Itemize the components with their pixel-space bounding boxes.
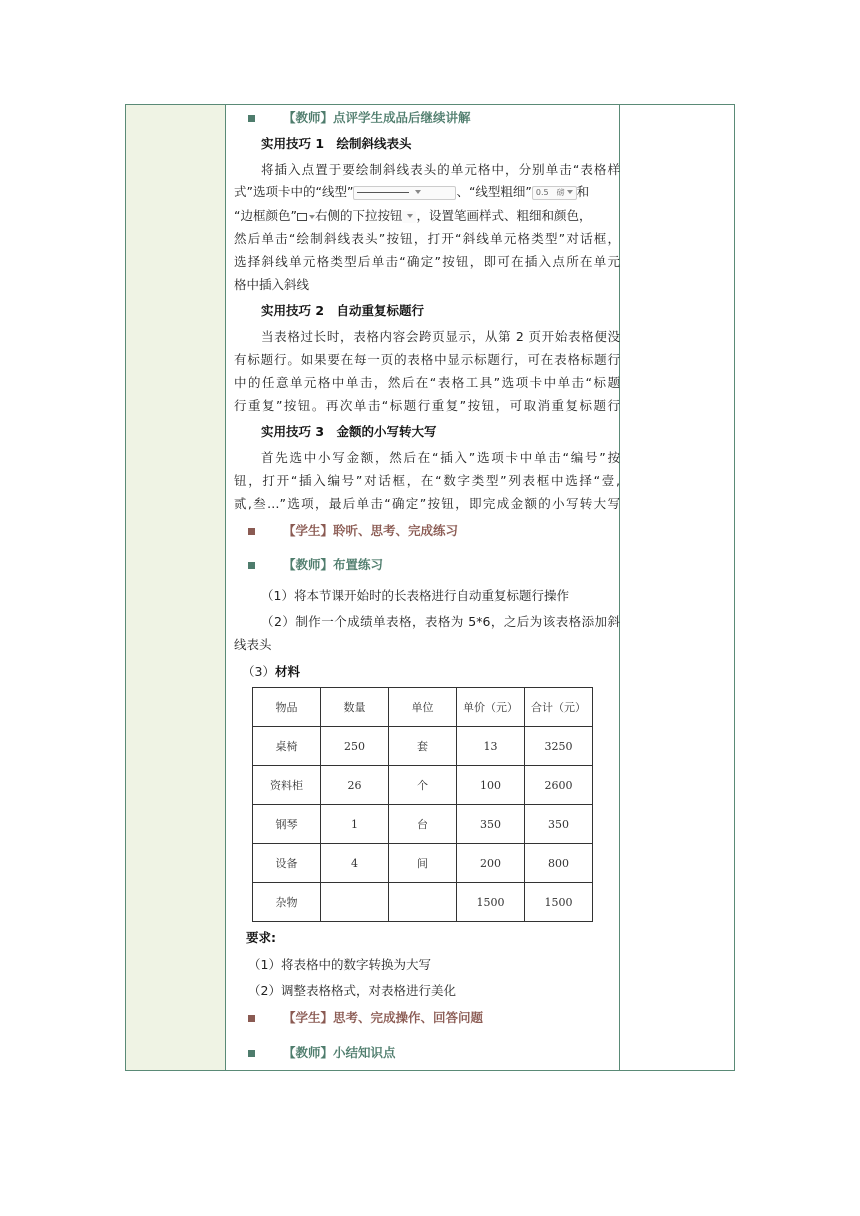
table-cell: 1	[321, 805, 389, 844]
table-header-cell: 单位	[389, 688, 457, 727]
right-column	[619, 105, 734, 1070]
table-cell: 350	[525, 805, 593, 844]
table-header-cell: 物品	[253, 688, 321, 727]
table-row	[253, 805, 593, 844]
table-row	[253, 844, 593, 883]
table-cell: 250	[321, 727, 389, 766]
table-cell: 桌椅	[253, 727, 321, 766]
table-header-cell: 合计（元）	[525, 688, 593, 727]
table-row	[253, 883, 593, 922]
tip3-line1: 首先选中小写金额，然后在“插入”选项卡中单击“编号”按	[261, 450, 620, 465]
table-row	[253, 766, 593, 805]
table-cell: 设备	[253, 844, 321, 883]
student-header-1: 【学生】聆听、思考、完成练习	[248, 522, 458, 540]
table-row	[253, 727, 593, 766]
tip1-title: 实用技巧 1 绘制斜线表头	[261, 136, 412, 151]
table-cell: 钢琴	[253, 805, 321, 844]
exercise-2-line1: （2）制作一个成绩单表格，表格为 5*6，之后为该表格添加斜	[261, 614, 620, 629]
tip1-line5: 选择斜线单元格类型后单击“确定”按钮，即可在插入点所在单元	[234, 254, 620, 269]
table-cell: 资料柜	[253, 766, 321, 805]
table-cell: 350	[457, 805, 525, 844]
dropdown-button-image	[402, 211, 416, 223]
bullet-square-icon	[248, 528, 255, 535]
tip1-line4: 然后单击“绘制斜线表头”按钮，打开“斜线单元格类型”对话框，	[234, 231, 620, 246]
table-cell	[321, 883, 389, 922]
teacher-header-2: 【教师】布置练习	[248, 556, 383, 574]
table-cell: 台	[389, 805, 457, 844]
tip3-line2: 钮，打开“插入编号”对话框，在“数字类型”列表框中选择“壹,	[234, 473, 620, 488]
dropdown-arrow-icon	[415, 190, 421, 194]
exercise-1: （1）将本节课开始时的长表格进行自动重复标题行操作	[261, 588, 569, 603]
student-header-2: 【学生】思考、完成操作、回答问题	[248, 1009, 483, 1027]
teacher-header-3: 【教师】小结知识点	[248, 1044, 396, 1062]
teacher-header-1: 【教师】点评学生成品后继续讲解	[248, 109, 471, 127]
table-cell: 26	[321, 766, 389, 805]
bullet-square-icon	[248, 115, 255, 122]
tip3-line3: 贰,叁…”选项，最后单击“确定”按钮，即完成金额的小写转大写	[234, 496, 620, 511]
tip2-line1: 当表格过长时，表格内容会跨页显示，从第 2 页开始表格便没	[261, 329, 620, 344]
table-cell: 800	[525, 844, 593, 883]
table-cell: 2600	[525, 766, 593, 805]
bullet-square-icon	[248, 1015, 255, 1022]
dropdown-arrow-icon	[407, 214, 413, 218]
table-header-cell: 数量	[321, 688, 389, 727]
table-cell: 个	[389, 766, 457, 805]
left-column	[126, 105, 226, 1070]
tip1-line1: 将插入点置于要绘制斜线表头的单元格中，分别单击“表格样	[261, 162, 620, 177]
tip1-line2: 式”选项卡中的“线型” 、“线型粗细” 0.5 磅 和	[234, 184, 590, 199]
tip3-title: 实用技巧 3 金额的小写转大写	[261, 424, 437, 439]
tip1-line6: 格中插入斜线	[234, 277, 310, 292]
table-cell: 1500	[457, 883, 525, 922]
table-cell: 套	[389, 727, 457, 766]
table-cell: 1500	[525, 883, 593, 922]
tip2-line4: 行重复”按钮。再次单击“标题行重复”按钮，可取消重复标题行	[234, 398, 620, 413]
table-cell: 间	[389, 844, 457, 883]
requirement-2: （2）调整表格格式，对表格进行美化	[248, 983, 456, 998]
requirement-1: （1）将表格中的数字转换为大写	[248, 957, 431, 972]
materials-table	[252, 687, 593, 922]
table-header-cell: 单价（元）	[457, 688, 525, 727]
table-cell	[389, 883, 457, 922]
dropdown-arrow-icon	[567, 190, 573, 194]
tip1-line3: “边框颜色” 右侧的下拉按钮 ，设置笔画样式、粗细和颜色，	[234, 208, 592, 223]
exercise-3: （3）材料	[242, 664, 300, 679]
line-style-dropdown	[353, 186, 456, 200]
line-weight-dropdown: 0.5 磅	[532, 186, 577, 200]
table-header-row	[253, 688, 593, 727]
table-cell: 4	[321, 844, 389, 883]
bullet-square-icon	[248, 1050, 255, 1057]
tip2-line2: 有标题行。如果要在每一页的表格中显示标题行，可在表格标题行	[234, 352, 620, 367]
table-cell: 13	[457, 727, 525, 766]
tip2-line3: 中的任意单元格中单击，然后在“表格工具”选项卡中单击“标题	[234, 375, 620, 390]
table-cell: 200	[457, 844, 525, 883]
bullet-square-icon	[248, 562, 255, 569]
requirements-label: 要求:	[246, 930, 276, 945]
lesson-table	[125, 104, 735, 1071]
table-cell: 3250	[525, 727, 593, 766]
exercise-2-line2: 线表头	[234, 637, 272, 652]
tip2-title: 实用技巧 2 自动重复标题行	[261, 303, 425, 318]
table-cell: 100	[457, 766, 525, 805]
border-color-icon	[297, 213, 307, 221]
table-cell: 杂物	[253, 883, 321, 922]
line-style-icon	[357, 192, 409, 193]
